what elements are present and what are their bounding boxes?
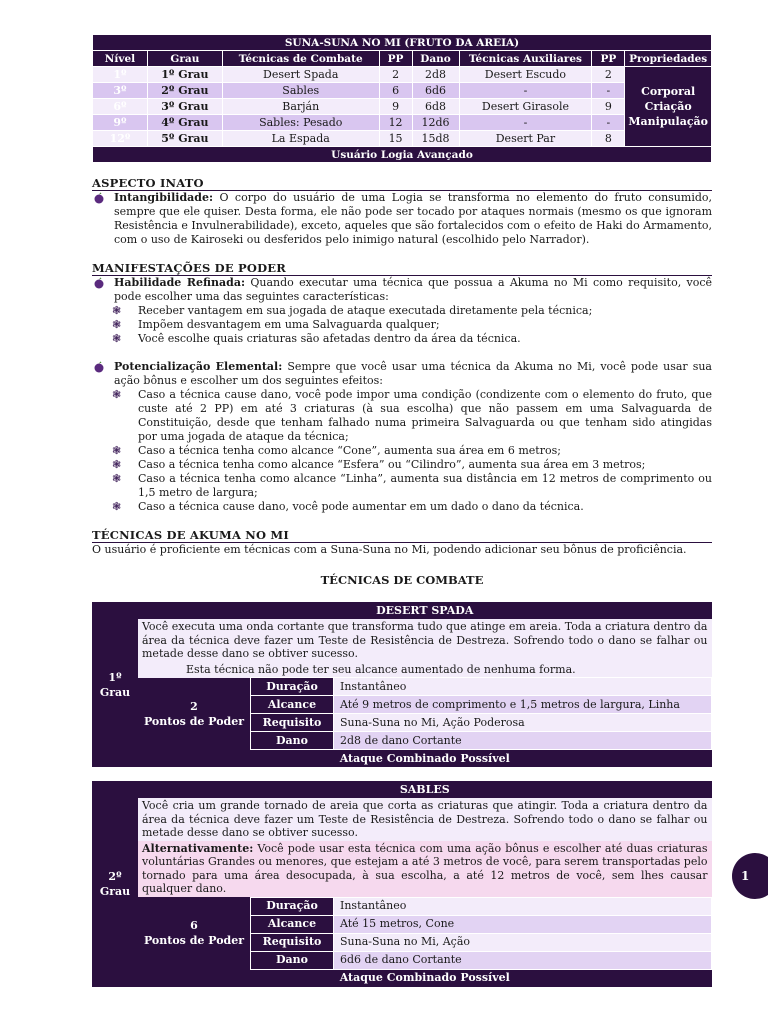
sparkle-icon: ❃ xyxy=(112,472,122,485)
row-nivel: 1º xyxy=(93,67,148,83)
stat-key: Requisito xyxy=(251,714,334,732)
refinada-text: Quando executar uma técnica que possua a Akuma no Mi como requisito, você pode escolher uma das seguintes características: xyxy=(114,276,713,303)
technique-grau: 1º Grau xyxy=(92,602,138,767)
sparkle-icon: ❃ xyxy=(112,332,122,345)
sparkle-icon: ❃ xyxy=(112,500,122,513)
list-item xyxy=(92,318,712,332)
property-item: Criação xyxy=(644,100,692,113)
row-pp: 6 xyxy=(379,83,412,99)
tecnicas-text: O usuário é proficiente em técnicas com a Suna-Suna no Mi, podendo adicionar seu bônus de proficiência. xyxy=(92,543,687,556)
technique-name: SABLES xyxy=(138,781,712,798)
pp-value: 6 xyxy=(190,919,198,932)
aspecto-label: Intangibilidade: xyxy=(114,191,214,204)
summary-row xyxy=(93,115,712,131)
header-tecnicas-auxiliares: Técnicas Auxiliares xyxy=(459,51,592,67)
stat-value: Até 15 metros, Cone xyxy=(334,915,712,933)
list-item-text: Caso a técnica cause dano, você pode aumentar em um dado o dano da técnica. xyxy=(138,500,584,513)
elemental-bullet xyxy=(92,360,712,388)
header-pp: PP xyxy=(379,51,412,67)
row-pp-aux: - xyxy=(592,115,625,131)
technique-card-desert-spada xyxy=(92,602,712,767)
row-tecnica: Sables xyxy=(222,83,379,99)
section-heading-aspecto: ASPECTO INATO xyxy=(92,176,712,191)
row-aux: Desert Escudo xyxy=(459,67,592,83)
stat-value: Instantâneo xyxy=(334,897,712,915)
technique-grau: 2º Grau xyxy=(92,781,138,987)
list-item xyxy=(92,472,712,500)
row-aux: - xyxy=(459,115,592,131)
row-dano: 6d6 xyxy=(412,83,459,99)
row-tecnica: Desert Spada xyxy=(222,67,379,83)
sparkle-icon: ❃ xyxy=(112,304,122,317)
row-pp-aux: 9 xyxy=(592,99,625,115)
technique-description: Você executa uma onda cortante que transforma tudo que atinge em areia. Toda a criatura dentro da área da técnica deve fazer um Teste de Resistência de Destreza. Sofrendo todo o dano se falhar ou metade desse dano se obtiver sucesso. xyxy=(138,619,712,662)
property-item: Manipulação xyxy=(628,115,708,128)
row-nivel: 12º xyxy=(93,131,148,147)
stat-value: Instantâneo xyxy=(334,678,712,696)
elemental-label: Potencialização Elemental: xyxy=(114,360,283,373)
elemental-text: Sempre que você usar uma técnica da Akuma no Mi, você pode usar sua ação bônus e escolher um dos seguintes efeitos: xyxy=(114,360,712,387)
aspecto-text: O corpo do usuário de uma Logia se transforma no elemento do fruto consumido, sempre que ele quiser. Desta forma, ele não pode ser tocado por ataques normais (mesmo os que ignoram Resistência e Invulnerabilidade), exceto, aqueles que são fortalecidos com o efeito de Haki do Armamento, com o uso de Kairoseki ou desferidos pelo inimigo natural (escolhido pelo Narrador). xyxy=(114,191,712,246)
row-aux: Desert Par xyxy=(459,131,592,147)
fruit-icon xyxy=(93,361,105,373)
summary-title: SUNA-SUNA NO MI (FRUTO DA AREIA) xyxy=(93,35,712,51)
row-pp-aux: 8 xyxy=(592,131,625,147)
row-dano: 12d6 xyxy=(412,115,459,131)
row-dano: 6d8 xyxy=(412,99,459,115)
stat-value: Suna-Suna no Mi, Ação Poderosa xyxy=(334,714,712,732)
section-heading-manifestacoes: MANIFESTAÇÕES DE PODER xyxy=(92,261,712,276)
header-grau: Grau xyxy=(147,51,222,67)
row-grau: 5º Grau xyxy=(147,131,222,147)
technique-pp xyxy=(138,897,251,969)
list-item-text: Você escolhe quais criaturas são afetadas dentro da área da técnica. xyxy=(138,332,521,345)
list-item-text: Receber vantagem em sua jogada de ataque executada diretamente pela técnica; xyxy=(138,304,593,317)
technique-description: Você cria um grande tornado de areia que corta as criaturas que atingir. Toda a criatura dentro da área da técnica deve fazer um Teste de Resistência de Destreza. Sofrendo todo o dano se falhar ou metade desse dano se obtiver sucesso. xyxy=(138,798,712,841)
summary-row xyxy=(93,99,712,115)
fruit-icon xyxy=(93,277,105,289)
list-item xyxy=(92,500,712,514)
sparkle-icon: ❃ xyxy=(112,388,122,401)
header-pp-aux: PP xyxy=(592,51,625,67)
pp-value: 2 xyxy=(190,699,198,713)
stat-value: Até 9 metros de comprimento e 1,5 metros de largura, Linha xyxy=(334,696,712,714)
list-item-text: Caso a técnica tenha como alcance “Cone”, aumenta sua área em 6 metros; xyxy=(138,444,561,457)
list-item xyxy=(92,388,712,444)
summary-row xyxy=(93,131,712,147)
fruit-icon xyxy=(93,192,105,204)
list-item xyxy=(92,332,712,346)
row-tecnica: La Espada xyxy=(222,131,379,147)
list-item-text: Caso a técnica tenha como alcance “Esfera” ou “Cilindro”, aumenta sua área em 3 metros; xyxy=(138,458,646,471)
technique-footer: Ataque Combinado Possível xyxy=(138,969,712,987)
row-dano: 2d8 xyxy=(412,67,459,83)
stat-key: Requisito xyxy=(251,933,334,951)
header-tecnicas-combate: Técnicas de Combate xyxy=(222,51,379,67)
technique-name: DESERT SPADA xyxy=(138,602,712,619)
row-pp-aux: 2 xyxy=(592,67,625,83)
stat-key: Dano xyxy=(251,732,334,750)
row-aux: Desert Girasole xyxy=(459,99,592,115)
list-item xyxy=(92,444,712,458)
technique-footer: Ataque Combinado Possível xyxy=(138,750,712,768)
sparkle-icon: ❃ xyxy=(112,444,122,457)
summary-footer: Usuário Logia Avançado xyxy=(93,147,712,163)
row-nivel: 6º xyxy=(93,99,148,115)
row-pp: 15 xyxy=(379,131,412,147)
stat-key: Duração xyxy=(251,678,334,696)
stat-key: Alcance xyxy=(251,696,334,714)
row-grau: 2º Grau xyxy=(147,83,222,99)
alt-text: Você pode usar esta técnica com uma ação bônus e escolher até duas criaturas voluntárias Grandes ou menores, que estejam a até 3 metros de você, para serem transportadas pelo tornado para uma área desocupada, à sua escolha, a até 12 metros de você, sem lhes causar qualquer dano. xyxy=(142,841,708,895)
row-dano: 15d8 xyxy=(412,131,459,147)
list-item xyxy=(92,458,712,472)
pp-label: Pontos de Poder xyxy=(143,934,245,947)
row-tecnica: Sables: Pesado xyxy=(222,115,379,131)
summary-row xyxy=(93,83,712,99)
refinada-label: Habilidade Refinada: xyxy=(114,276,246,289)
technique-alternative xyxy=(138,841,712,898)
technique-note: Esta técnica não pode ter seu alcance aumentado de nenhuma forma. xyxy=(138,662,712,678)
header-nivel: Nível xyxy=(93,51,148,67)
property-item: Corporal xyxy=(641,85,696,98)
list-item-text: Caso a técnica cause dano, você pode impor uma condição (condizente com o elemento do fruto, que custe até 2 PP) em até 3 criaturas (à sua escolha) que não passem em uma Salvaguarda de Constituição, desde que tenham falhado numa primeira Salvaguarda ou que tenham sido atingidas por uma jogada de ataque da técnica; xyxy=(138,388,712,443)
properties-cell xyxy=(625,67,712,147)
row-pp: 2 xyxy=(379,67,412,83)
list-item-text: Caso a técnica tenha como alcance “Linha”, aumenta sua distância em 12 metros de comprimento ou 1,5 metro de largura; xyxy=(138,472,712,499)
summary-table xyxy=(92,34,712,163)
stat-key: Dano xyxy=(251,951,334,969)
row-nivel: 3º xyxy=(93,83,148,99)
row-grau: 3º Grau xyxy=(147,99,222,115)
technique-card-sables xyxy=(92,781,712,987)
stat-key: Alcance xyxy=(251,915,334,933)
row-nivel: 9º xyxy=(93,115,148,131)
list-item-text: Impõem desvantagem em uma Salvaguarda qualquer; xyxy=(138,318,440,331)
stat-value: 6d6 de dano Cortante xyxy=(334,951,712,969)
combat-techniques-title: TÉCNICAS DE COMBATE xyxy=(320,573,484,587)
row-aux: - xyxy=(459,83,592,99)
row-tecnica: Barján xyxy=(222,99,379,115)
row-grau: 1º Grau xyxy=(147,67,222,83)
stat-key: Duração xyxy=(251,897,334,915)
stat-value: Suna-Suna no Mi, Ação xyxy=(334,933,712,951)
page-number: 1 xyxy=(732,853,768,899)
list-item xyxy=(92,304,712,318)
alt-label: Alternativamente: xyxy=(142,841,254,855)
pp-label: Pontos de Poder xyxy=(143,714,245,728)
sparkle-icon: ❃ xyxy=(112,458,122,471)
header-propriedades: Propriedades xyxy=(625,51,712,67)
stat-value: 2d8 de dano Cortante xyxy=(334,732,712,750)
technique-pp xyxy=(138,678,251,750)
aspecto-bullet xyxy=(92,191,712,247)
page-content xyxy=(92,34,712,987)
sparkle-icon: ❃ xyxy=(112,318,122,331)
row-grau: 4º Grau xyxy=(147,115,222,131)
row-pp: 12 xyxy=(379,115,412,131)
row-pp-aux: - xyxy=(592,83,625,99)
header-dano: Dano xyxy=(412,51,459,67)
section-heading-tecnicas: TÉCNICAS DE AKUMA NO MI xyxy=(92,528,712,543)
row-pp: 9 xyxy=(379,99,412,115)
summary-row xyxy=(93,67,712,83)
refinada-bullet xyxy=(92,276,712,304)
